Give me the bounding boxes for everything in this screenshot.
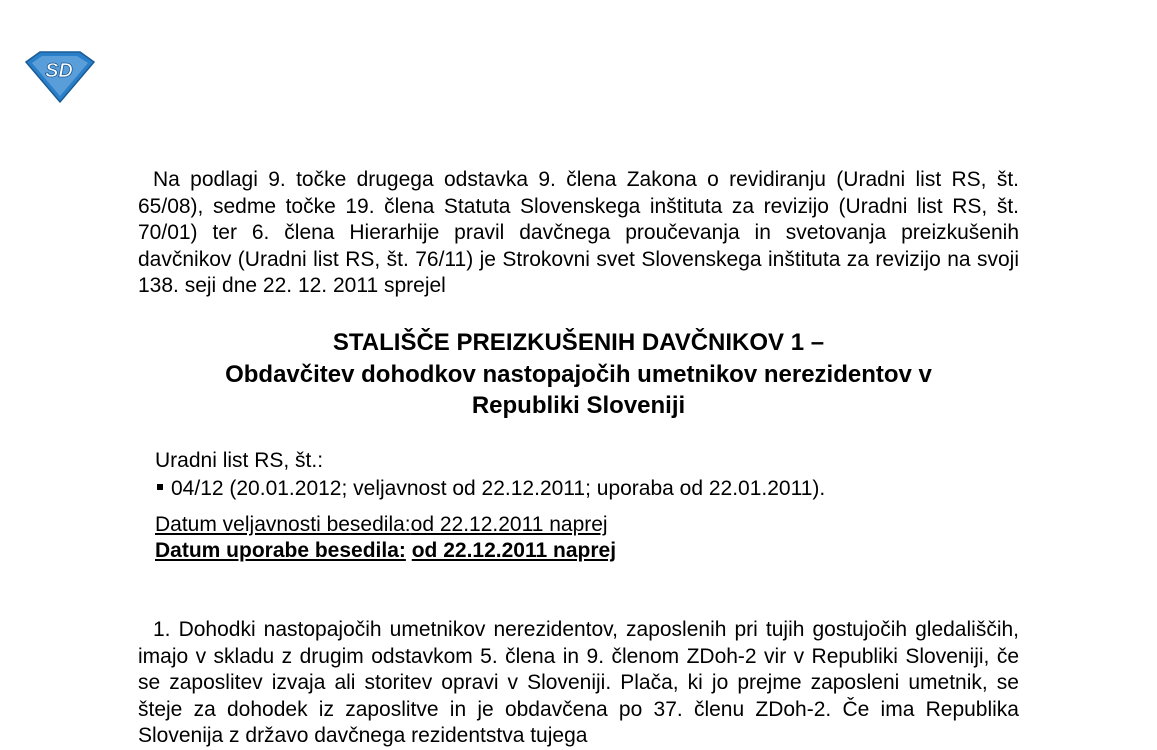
document-title [138,327,1019,422]
dates-block [155,512,616,564]
validity-label: Datum veljavnosti besedila: [155,513,411,536]
intro-paragraph [138,167,1019,300]
gazette-label: Uradni list RS, št.: [155,449,324,472]
gazette-entry [155,475,825,503]
logo-text: SD [45,60,73,82]
gazette-entry-text: 04/12 (20.01.2012; veljavnost od 22.12.2011; uporaba od 22.01.2011). [171,477,826,500]
bullet-icon [157,484,163,490]
title-line-2: Obdavčitev dohodkov nastopajočih umetnikov nerezidentov v [225,360,932,388]
use-value: od 22.12.2011 naprej [411,539,617,562]
gazette-block [155,447,825,503]
item-1-paragraph [138,617,1019,750]
title-line-1: STALIŠČE PREIZKUŠENIH DAVČNIKOV 1 – [332,329,825,356]
institute-logo [22,50,96,104]
intro-text: Na podlagi 9. točke drugega odstavka 9. člena Zakona o revidiranju (Uradni list RS, št. 65/08), sedme točke 19. člena Statuta Slovenskega inštituta za revizijo (Uradni list RS, št. 70/01) ter 6. člena Hierarhije pravil davčnega proučevanja in svetovanja preizkušenih davčnikov (Uradni list RS, št. 76/11) je Strokovni svet Slovenskega inštituta za revizijo na svoji 138. seji dne 22. 12. 2011 sprejel [138,168,1019,297]
title-line-3: Republiki Sloveniji [471,392,686,419]
use-label: Datum uporabe besedila: [155,539,406,562]
validity-value: od 22.12.2011 naprej [410,513,608,536]
validity-date [155,512,616,538]
use-date [155,538,616,564]
item-1-text: 1. Dohodki nastopajočih umetnikov nerezidentov, zaposlenih pri tujih gostujočih gledališčih, imajo v skladu z drugim odstavkom 5. člena in 9. členom ZDoh-2 vir v Republiki Sloveniji, če se zaposlitev izvaja ali storitev opravi v Sloveniji. Plača, ki jo prejme zaposleni umetnik, se šteje za dohodek iz zaposlitve in je obdavčena po 37. členu ZDoh-2. Če ima Republika Slovenija z državo davčnega rezidentstva tujega [138,618,1019,747]
